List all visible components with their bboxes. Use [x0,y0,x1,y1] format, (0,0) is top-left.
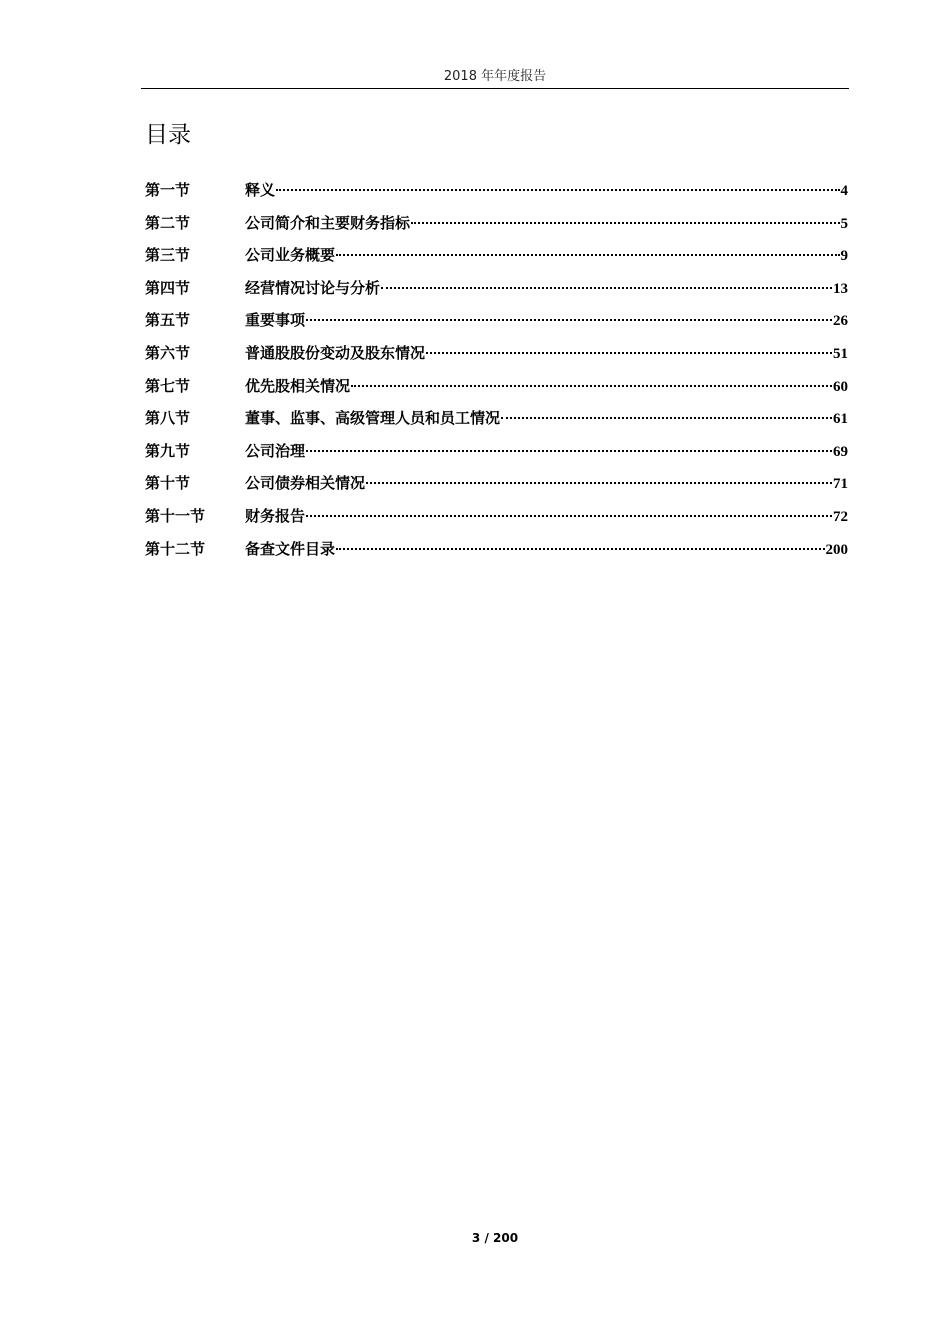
toc-page-number: 61 [833,411,848,428]
toc-section-number: 第六节 [145,343,191,362]
page-footer [0,1228,950,1248]
toc-section-number: 第五节 [145,311,191,330]
toc-entry[interactable] [145,207,848,240]
toc-section-title: 重要事项 [245,311,306,330]
toc-section-title: 释义 [245,181,276,199]
toc-page-number: 200 [825,541,848,558]
report-title: 2018 年年度报告 [443,69,547,84]
toc-section-number: 第十一节 [145,506,206,525]
page-number: 3 / 200 [471,1231,519,1245]
toc-entry[interactable] [145,500,848,533]
dot-leader [381,287,832,289]
dot-leader [366,482,832,484]
toc-section-number: 第一节 [145,181,191,199]
toc-page-number: 51 [833,345,848,362]
page-header [141,66,849,89]
toc-entry[interactable] [145,337,848,370]
toc-title: 目录 [145,122,191,148]
toc-section-number: 第七节 [145,376,191,395]
dot-leader [426,352,832,354]
toc-section-title: 董事、监事、高级管理人员和员工情况 [245,409,501,428]
dot-leader [276,189,839,191]
toc-section-title: 经营情况讨论与分析 [245,278,381,297]
toc-entry[interactable] [145,467,848,500]
toc-entry[interactable] [145,533,848,566]
toc-page-number: 13 [833,280,848,297]
dot-leader [306,319,832,321]
toc-section-title: 备查文件目录 [245,539,336,558]
toc-list [145,174,848,565]
dot-leader [351,385,832,387]
toc-section-number: 第二节 [145,213,191,232]
toc-section-title: 公司业务概要 [245,246,336,265]
toc-entry[interactable] [145,435,848,468]
toc-section-title: 公司债券相关情况 [245,474,366,493]
toc-entry[interactable] [145,272,848,305]
toc-section-number: 第九节 [145,441,191,460]
toc-section-number: 第十二节 [145,539,206,558]
toc-entry[interactable] [145,370,848,403]
toc-section-title: 优先股相关情况 [245,376,351,395]
toc-section-number: 第四节 [145,278,191,297]
toc-entry[interactable] [145,174,848,207]
toc-entry[interactable] [145,402,848,435]
toc-section-number: 第八节 [145,409,191,428]
toc-page-number: 72 [833,508,848,525]
dot-leader [336,548,824,550]
toc-page-number: 26 [833,313,848,330]
toc-page-number: 71 [833,476,848,493]
toc-page-number: 9 [840,248,848,265]
dot-leader [501,417,832,419]
toc-entry[interactable] [145,304,848,337]
toc-entry[interactable] [145,239,848,272]
toc-page-number: 69 [833,443,848,460]
toc-section-number: 第三节 [145,246,191,265]
toc-section-title: 公司治理 [245,441,306,460]
dot-leader [411,222,839,224]
toc-page-number: 60 [833,378,848,395]
toc-section-number: 第十节 [145,474,191,493]
dot-leader [306,450,832,452]
dot-leader [306,515,832,517]
toc-section-title: 公司简介和主要财务指标 [245,213,411,232]
dot-leader [336,254,839,256]
toc-page-number: 4 [840,183,848,199]
toc-section-title: 财务报告 [245,506,306,525]
toc-section-title: 普通股股份变动及股东情况 [245,343,426,362]
toc-page-number: 5 [840,215,848,232]
